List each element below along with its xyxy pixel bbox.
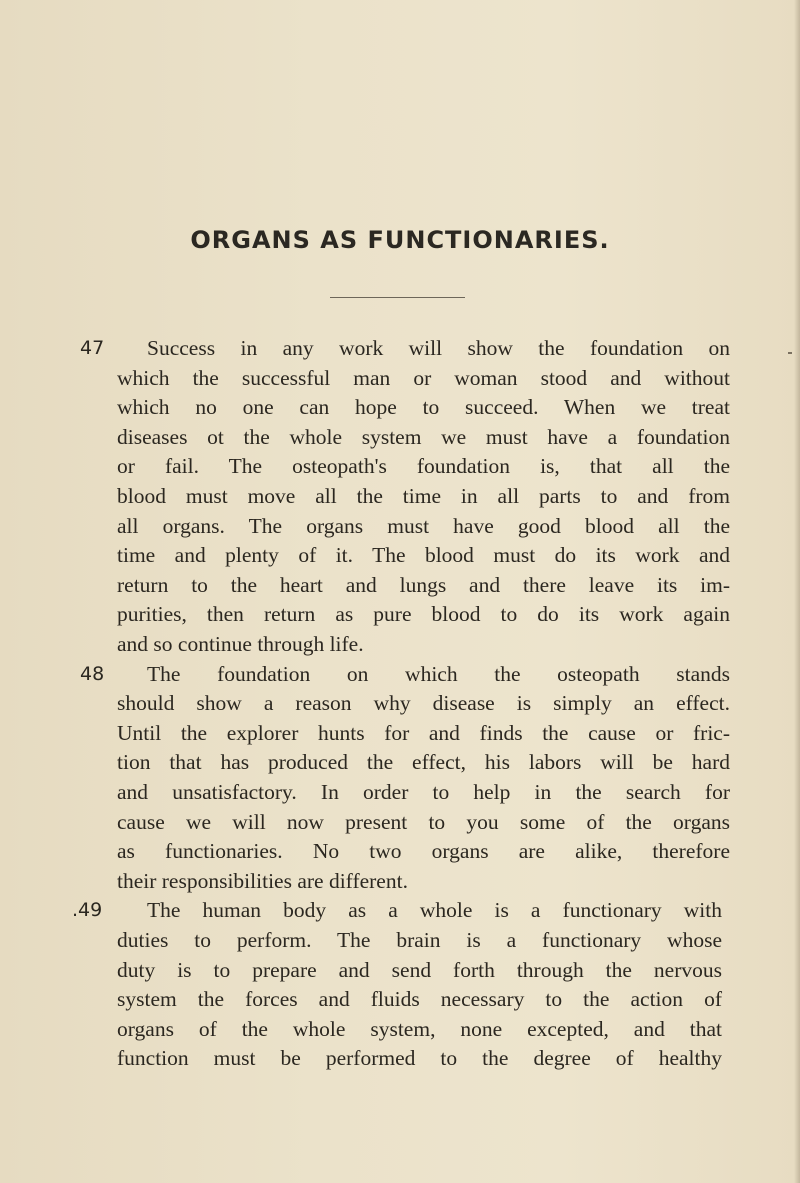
paragraph-line bbox=[80, 600, 730, 630]
line-text: duties to perform. The brain is a functionary whose bbox=[117, 927, 722, 952]
paragraph-line bbox=[80, 452, 730, 482]
paragraph-line bbox=[72, 926, 722, 956]
paragraph-line bbox=[80, 689, 730, 719]
line-text: their responsibilities are different. bbox=[117, 868, 408, 893]
line-text: as functionaries. No two organs are alike, therefore bbox=[117, 839, 730, 864]
paragraph-number: .49 bbox=[72, 899, 103, 922]
line-text: blood must move all the time in all parts to and from bbox=[117, 483, 730, 508]
page-title: ORGANS AS FUNCTIONARIES. bbox=[190, 226, 610, 254]
line-text: tion that has produced the effect, his labors will be hard bbox=[117, 750, 730, 775]
line-text: diseases ot the whole system we must have a foundation bbox=[117, 424, 730, 449]
line-text: organs of the whole system, none excepted, and that bbox=[117, 1016, 722, 1041]
paragraph-line bbox=[80, 808, 730, 838]
paragraph-line bbox=[80, 364, 730, 394]
line-text: system the forces and fluids necessary to the action of bbox=[117, 987, 722, 1012]
paragraph-line bbox=[80, 512, 730, 542]
paragraph-48 bbox=[80, 660, 730, 897]
paragraph-47 bbox=[80, 334, 730, 660]
line-text: Success in any work will show the foundation on bbox=[147, 336, 730, 360]
line-text: all organs. The organs must have good blood all the bbox=[117, 513, 730, 538]
line-text: duty is to prepare and send forth through the nervous bbox=[117, 957, 722, 982]
line-text: should show a reason why disease is simply an effect. bbox=[117, 691, 730, 716]
paragraph-line bbox=[72, 985, 722, 1015]
line-text: time and plenty of it. The blood must do its work and bbox=[117, 543, 730, 568]
line-text: function must be performed to the degree of healthy bbox=[117, 1046, 722, 1071]
paragraph-line bbox=[80, 837, 730, 867]
line-text: which the successful man or woman stood and without bbox=[117, 365, 730, 390]
line-text: and so continue through life. bbox=[117, 631, 364, 656]
line-text: The human body as a whole is a functionary with bbox=[147, 898, 722, 923]
line-text: Until the explorer hunts for and finds the cause or fric- bbox=[117, 720, 730, 745]
page-edge-shadow bbox=[794, 0, 800, 1183]
paragraph-line bbox=[80, 630, 730, 660]
paragraph-line bbox=[80, 660, 730, 690]
paragraph-line bbox=[72, 956, 722, 986]
paragraph-number: 47 bbox=[80, 337, 105, 359]
line-text: which no one can hope to succeed. When we treat bbox=[117, 395, 730, 420]
line-text: return to the heart and lungs and there leave its im- bbox=[117, 572, 730, 597]
line-text: cause we will now present to you some of the organs bbox=[117, 809, 730, 834]
paragraph-line bbox=[72, 1015, 722, 1045]
paragraph-49 bbox=[72, 896, 722, 1074]
title-rule bbox=[330, 297, 465, 298]
paragraph-line bbox=[80, 334, 730, 364]
paragraph-line bbox=[72, 1044, 722, 1074]
paragraph-line bbox=[80, 748, 730, 778]
paragraph-line bbox=[80, 778, 730, 808]
paragraph-number: 48 bbox=[80, 662, 105, 685]
paragraph-line bbox=[80, 571, 730, 601]
margin-mark bbox=[788, 352, 792, 354]
paragraph-line bbox=[80, 867, 730, 897]
line-text: purities, then return as pure blood to do its work again bbox=[117, 602, 730, 627]
line-text: and unsatisfactory. In order to help in the search for bbox=[117, 779, 730, 804]
line-text: or fail. The osteopath's foundation is, that all the bbox=[117, 454, 730, 479]
paragraph-line bbox=[80, 393, 730, 423]
line-text: The foundation on which the osteopath stands bbox=[147, 661, 730, 686]
paragraph-line bbox=[80, 423, 730, 453]
paragraph-line bbox=[80, 541, 730, 571]
paragraph-line bbox=[80, 719, 730, 749]
paragraph-line bbox=[80, 482, 730, 512]
paragraph-line bbox=[72, 896, 722, 926]
